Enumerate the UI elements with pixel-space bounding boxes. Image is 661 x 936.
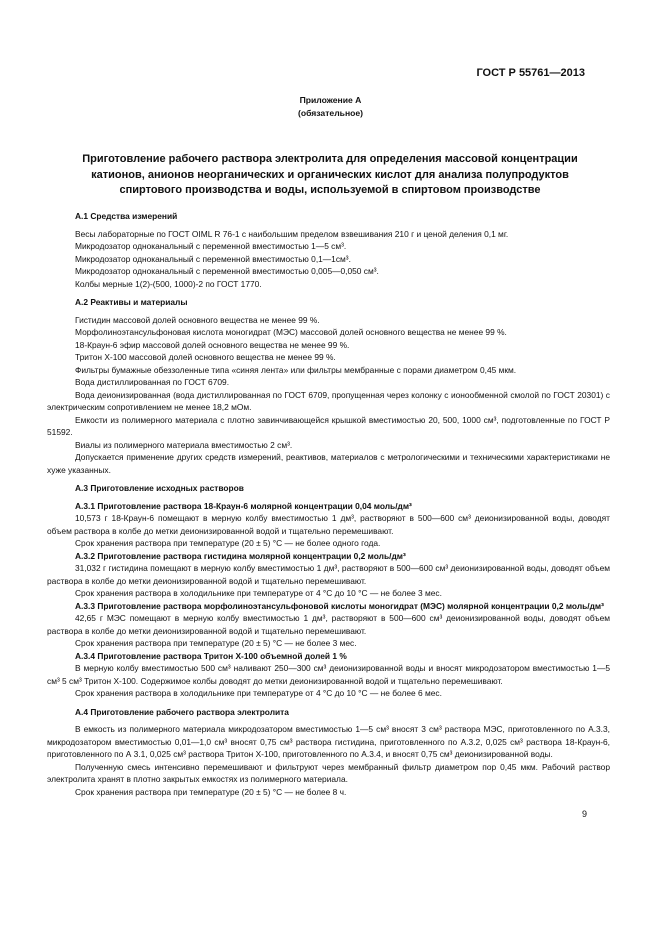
paragraph: Срок хранения раствора в холодильнике при температуре от 4 °С до 10 °С — не более 3 мес. bbox=[75, 588, 442, 598]
paragraph: 18-Краун-6 эфир массовой долей основного вещества не менее 99 %. bbox=[75, 339, 350, 350]
appendix-label: Приложение А bbox=[299, 95, 362, 105]
paragraph: Срок хранения раствора при температуре (20 ± 5) °С — не более одного года. bbox=[75, 538, 381, 548]
section-heading: А.1 Средства измерений bbox=[75, 211, 178, 221]
appendix-title: Приготовление рабочего раствора электролита для определения массовой концентрации катионов, анионов неорганических и органических кислот для анализа полупродуктов спиртового производства и воды, используемой в спиртовом производстве bbox=[82, 153, 578, 196]
paragraph: Фильтры бумажные обеззоленные типа «синяя лента» или фильтры мембранные с порами диаметром 0,45 мкм. bbox=[75, 364, 517, 375]
document-body bbox=[47, 210, 610, 798]
paragraph: Микродозатор одноканальный с переменной вместимостью 0,005—0,050 см³. bbox=[75, 266, 379, 276]
paragraph: Виалы из полимерного материала вместимостью 2 см³. bbox=[75, 439, 293, 450]
paragraph: Вода дистиллированная по ГОСТ 6709. bbox=[75, 377, 230, 387]
paragraph: 42,65 г МЭС помещают в мерную колбу вместимостью 1 дм³, растворяют в 500—600 см³ деионизированной воды, доводят объем раствора в колбе до метки деионизированной водой и тщательно перемешивают. bbox=[47, 613, 610, 636]
subsection-heading: А.3.2 Приготовление раствора гистидина молярной концентрации 0,2 моль/дм³ bbox=[75, 550, 406, 561]
paragraph: Гистидин массовой долей основного вещества не менее 99 %. bbox=[75, 314, 320, 325]
section-heading: А.2 Реактивы и материалы bbox=[75, 297, 188, 307]
document-header: ГОСТ Р 55761—2013 bbox=[476, 67, 585, 79]
paragraph: В емкость из полимерного материала микродозатором вместимостью 1—5 см³ вносят 3 см³ раствора МЭС, приготовленного по А.3.3, микродозатором вместимостью 0,01—1,0 см³ вносят 0,75 см³ раствора гистидина, приготовленного по А.3.2, 0,025 см³ раствора 18-Краун-6, приготовленного по А 3.1, 0,025 см³ раствора Тритон Х-100, приготовленного по А.3.4, и вносят 0,75 см³ деионизированной воды. bbox=[47, 724, 610, 759]
paragraph: Срок хранения раствора при температуре (20 ± 5) °С — не более 8 ч. bbox=[75, 786, 347, 797]
paragraph: Тритон Х-100 массовой долей основного вещества не менее 99 %. bbox=[75, 352, 336, 362]
appendix-status: (обязательное) bbox=[297, 108, 364, 118]
section-heading: А.4 Приготовление рабочего раствора электролита bbox=[75, 706, 289, 717]
paragraph: Микродозатор одноканальный с переменной вместимостью 0,1—1см³. bbox=[75, 253, 351, 264]
paragraph: 10,573 г 18-Краун-6 помещают в мерную колбу вместимостью 1 дм³, растворяют в 500—600 см³ деионизированной воды, доводят объем раствора в колбе до метки деионизированной водой и тщательно перемешивают. bbox=[47, 513, 610, 536]
paragraph: 31,032 г гистидина помещают в мерную колбу вместимостью 1 дм³, растворяют в 500—600 см³ деионизированной воды, доводят объем раствора в колбе до метки деионизированной водой и тщательно перемешивают. bbox=[47, 563, 610, 586]
paragraph: Морфолиноэтансульфоновая кислота моногидрат (МЭС) массовой долей основного вещества не менее 99 %. bbox=[75, 327, 507, 337]
paragraph: Срок хранения раствора при температуре (20 ± 5) °С — не более 3 мес. bbox=[75, 638, 357, 648]
section-heading: А.3 Приготовление исходных растворов bbox=[75, 483, 244, 493]
paragraph: Допускается применение других средств измерений, реактивов, материалов с метрологическими и техническими характеристиками не хуже указанных. bbox=[47, 452, 610, 475]
paragraph: Микродозатор одноканальный с переменной вместимостью 1—5 см³. bbox=[75, 241, 347, 251]
page-number: 9 bbox=[581, 809, 587, 819]
subsection-heading: А.3.1 Приготовление раствора 18-Краун-6 молярной концентрации 0,04 моль/дм³ bbox=[75, 500, 412, 511]
paragraph: В мерную колбу вместимостью 500 см³ наливают 250—300 см³ деионизированной воды и вносят микродозатором вместимостью 1—5 см³ 5 см³ Тритон Х-100. Содержимое колбы доводят до метки деионизированной водой и тщательно перемешивают. bbox=[47, 663, 610, 686]
paragraph: Срок хранения раствора в холодильнике при температуре от 4 °С до 10 °С — не более 6 мес. bbox=[75, 688, 442, 698]
paragraph: Вода деионизированная (вода дистиллированная по ГОСТ 6709, пропущенная через колонку с ионообменной смолой по ГОСТ 20301) с электрическим сопротивлением не менее 18,2 мОм. bbox=[47, 389, 610, 412]
paragraph: Полученную смесь интенсивно перемешивают и фильтруют через мембранный фильтр диаметром пор 0,45 мкм. Рабочий раствор электролита хранят в плотно закрытых емкостях из полимерного материала. bbox=[47, 761, 610, 784]
paragraph: Весы лабораторные по ГОСТ OIML R 76-1 с наибольшим пределом взвешивания 210 г и ценой деления 0,1 мг. bbox=[75, 228, 509, 239]
paragraph: Емкости из полимерного материала с плотно завинчивающейся крышкой вместимостью 20, 500, 1000 см³, подготовленные по ГОСТ Р 51592. bbox=[47, 414, 610, 437]
subsection-heading: А.3.4 Приготовление раствора Тритон Х-100 объемной долей 1 % bbox=[75, 650, 347, 661]
subsection-heading: А.3.3 Приготовление раствора морфолиноэтансульфоновой кислоты моногидрат (МЭС) молярной концентрации 0,2 моль/дм³ bbox=[75, 600, 604, 611]
paragraph: Колбы мерные 1(2)-(500, 1000)-2 по ГОСТ 1770. bbox=[75, 278, 262, 289]
